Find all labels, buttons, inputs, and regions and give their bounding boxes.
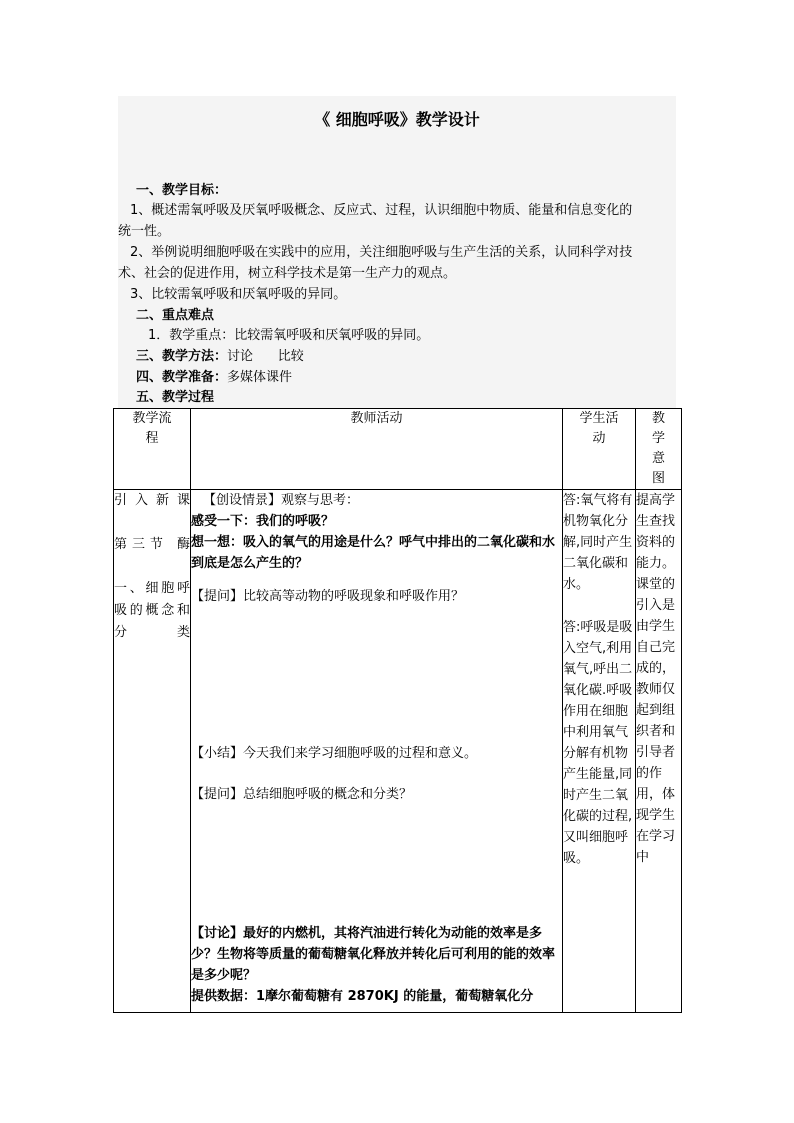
table-header-row [114,409,682,490]
header-teacher: 教师活动 [191,409,563,490]
teacher-summary: 【小结】今天我们来学习细胞呼吸的过程和意义。 [191,746,478,761]
prep-heading: 四、教学准备： [136,370,228,385]
teacher-think: 想一想：吸入的氧气的用途是什么？呼气中排出的二氧化碳和水到底是怎么产生的？ [191,535,556,571]
goal-item-3: 3、比较需氧呼吸和厌氧呼吸的异同。 [130,287,347,302]
teacher-question-1: 【提问】比较高等动物的呼吸现象和呼吸作用？ [191,589,465,604]
section-method [136,347,304,367]
intent-cell: 提高学生查找资料的能力。课堂的引入是由学生自己完成的，教师仅起到组织者和引导者的作用，体现学生在学习中 [636,490,682,1013]
teacher-data: 提供数据：1摩尔葡萄糖有 2870KJ 的能量，葡萄糖氧化分 [191,989,534,1004]
student-answer-1: 答:氧气将有机物氧化分解,同时产生二氧化碳和水。 [563,493,633,592]
section-prep [136,368,292,388]
header-flow: 教学流程 [114,409,191,490]
student-cell [563,490,636,1013]
flow-cell [114,490,191,1013]
document-title: 《 细胞呼吸》教学设计 [314,110,480,129]
goal-item-1: 1、概述需氧呼吸及厌氧呼吸概念、反应式、过程，认识细胞中物质、能量和信息变化的 [130,203,633,218]
teacher-cell [191,490,563,1013]
goal-item-2: 2、举例说明细胞呼吸在实践中的应用，关注细胞呼吸与生产生活的关系，认同科学对技 [130,245,633,260]
student-answer-2: 答:呼吸是吸入空气,利用氧气,呼出二氧化碳.呼吸作用在细胞中利用氧气分解有机物产生能量,同时产生二氧化碳的过程,又叫细胞呼吸。 [563,620,633,866]
process-table [113,408,682,1013]
flow-section: 第三节 酶 [114,537,190,552]
teacher-question-2: 【提问】总结细胞呼吸的概念和分类？ [191,787,413,802]
teacher-discussion: 【讨论】最好的内燃机，其将汽油进行转化为动能的效率是多少？生物将等质量的葡萄糖氧化释放并转化后可利用的能的效率是多少呢？ [191,926,556,983]
section-process-heading: 五、教学过程 [136,390,215,405]
method-heading: 三、教学方法： [136,349,228,364]
prep-value: 多媒体课件 [227,370,293,385]
teacher-scene: 【创设情景】观察与思考： [203,493,360,508]
section-focus-heading: 二、重点难点 [136,308,215,323]
section-goals-heading: 一、教学目标： [136,183,228,198]
goal-item-2-cont: 术、社会的促进作用，树立科学技术是第一生产力的观点。 [118,266,457,281]
table-row [114,490,682,1013]
flow-intro: 引入新课 [114,493,190,508]
goal-item-1-cont: 统一性。 [118,224,171,239]
flow-topic: 一、细胞呼吸的概念和分类 [114,581,190,640]
focus-item-1: 1．教学重点：比较需氧呼吸和厌氧呼吸的异同。 [148,328,430,343]
header-intent: 教学意图 [636,409,682,490]
method-value: 讨论 比较 [227,349,304,364]
header-student: 学生活动 [563,409,636,490]
teacher-feel: 感受一下：我们的呼吸？ [191,514,335,529]
